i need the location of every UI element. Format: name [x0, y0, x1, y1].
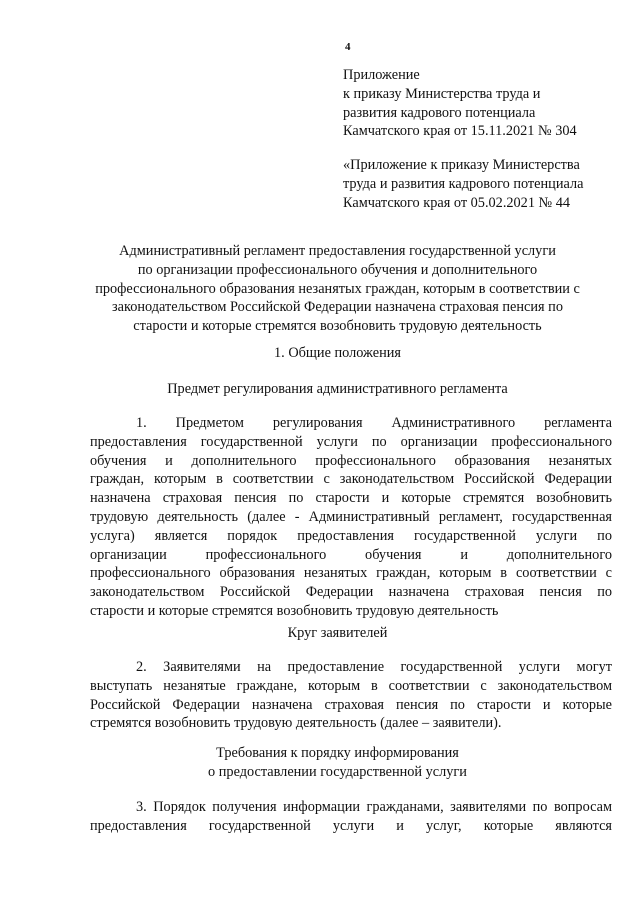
subheading-info — [60, 744, 615, 782]
appendix-prior-line: труда и развития кадрового потенциала — [343, 175, 584, 192]
section-heading: 1. Общие положения — [274, 345, 401, 361]
title-line: Административный регламент предоставления государственной услуги — [119, 243, 556, 259]
paragraph-line: предоставления государственной услуги и услуг, которые являются — [90, 817, 612, 834]
paragraph-line: 2. Заявителями на предоставление государственной услуги могут — [136, 659, 612, 675]
title-line: профессионального образования незанятых граждан, которым в соответствии с — [95, 280, 580, 297]
paragraph-line: старости и которые стремятся возобновить трудовую деятельность — [90, 602, 499, 619]
paragraph-line: граждан, которым в соответствии с законодательством Российской Федерации — [90, 471, 612, 488]
appendix-prior-block — [343, 156, 583, 212]
paragraph-line: стремятся возобновить трудовую деятельность (далее – заявители). — [90, 715, 502, 732]
title-line: законодательством Российской Федерации назначена страховая пенсия по — [112, 299, 563, 316]
document-title — [60, 242, 615, 336]
paragraph-2 — [90, 658, 612, 733]
appendix-prior-line: «Приложение к приказу Министерства — [343, 157, 580, 173]
paragraph-line: 3. Порядок получения информации гражданами, заявителями по вопросам — [136, 799, 612, 815]
paragraph-line: предоставления государственной услуги по организации профессионального — [90, 433, 612, 450]
appendix-current-line: Камчатского края от 15.11.2021 № 304 — [343, 123, 577, 140]
appendix-current-line: к приказу Министерства труда и — [343, 85, 541, 102]
paragraph-line: трудовую деятельность (далее - Административный регламент, государственная — [90, 508, 612, 525]
paragraph-line: организации профессионального обучения и дополнительного — [90, 546, 612, 563]
page-number: 4 — [345, 41, 351, 53]
title-line: старости и которые стремятся возобновить трудовую деятельность — [133, 318, 542, 335]
paragraph-line: обучения и дополнительного профессионального образования незанятых — [90, 452, 612, 469]
title-line: по организации профессионального обучения и дополнительного — [137, 261, 538, 278]
paragraph-1 — [90, 414, 612, 621]
appendix-current-block — [343, 66, 577, 141]
subheading-info-line: о предоставлении государственной услуги — [208, 763, 467, 780]
appendix-current-line: развития кадрового потенциала — [343, 104, 536, 121]
subheading-subject: Предмет регулирования административного регламента — [167, 381, 508, 397]
appendix-current-line: Приложение — [343, 67, 420, 83]
paragraph-line: назначена страховая пенсия по старости и которые стремятся возобновить — [90, 490, 612, 507]
paragraph-line: услуга) является порядок предоставления государственной услуги по — [90, 527, 612, 544]
subheading-info-line: Требования к порядку информирования — [216, 745, 459, 761]
paragraph-line: 1. Предметом регулирования Административного регламента — [136, 415, 612, 431]
paragraph-line: законодательством Российской Федерации назначена страховая пенсия по — [90, 584, 612, 601]
appendix-prior-line: Камчатского края от 05.02.2021 № 44 — [343, 194, 571, 211]
paragraph-line: Российской Федерации назначена страховая пенсия по старости и которые — [90, 696, 612, 713]
subheading-applicants: Круг заявителей — [287, 625, 388, 641]
paragraph-3 — [90, 798, 612, 836]
paragraph-line: профессионального образования незанятых граждан, которым в соответствии с — [90, 565, 612, 582]
paragraph-line: выступать незанятые граждане, которым в соответствии с законодательством — [90, 677, 612, 694]
